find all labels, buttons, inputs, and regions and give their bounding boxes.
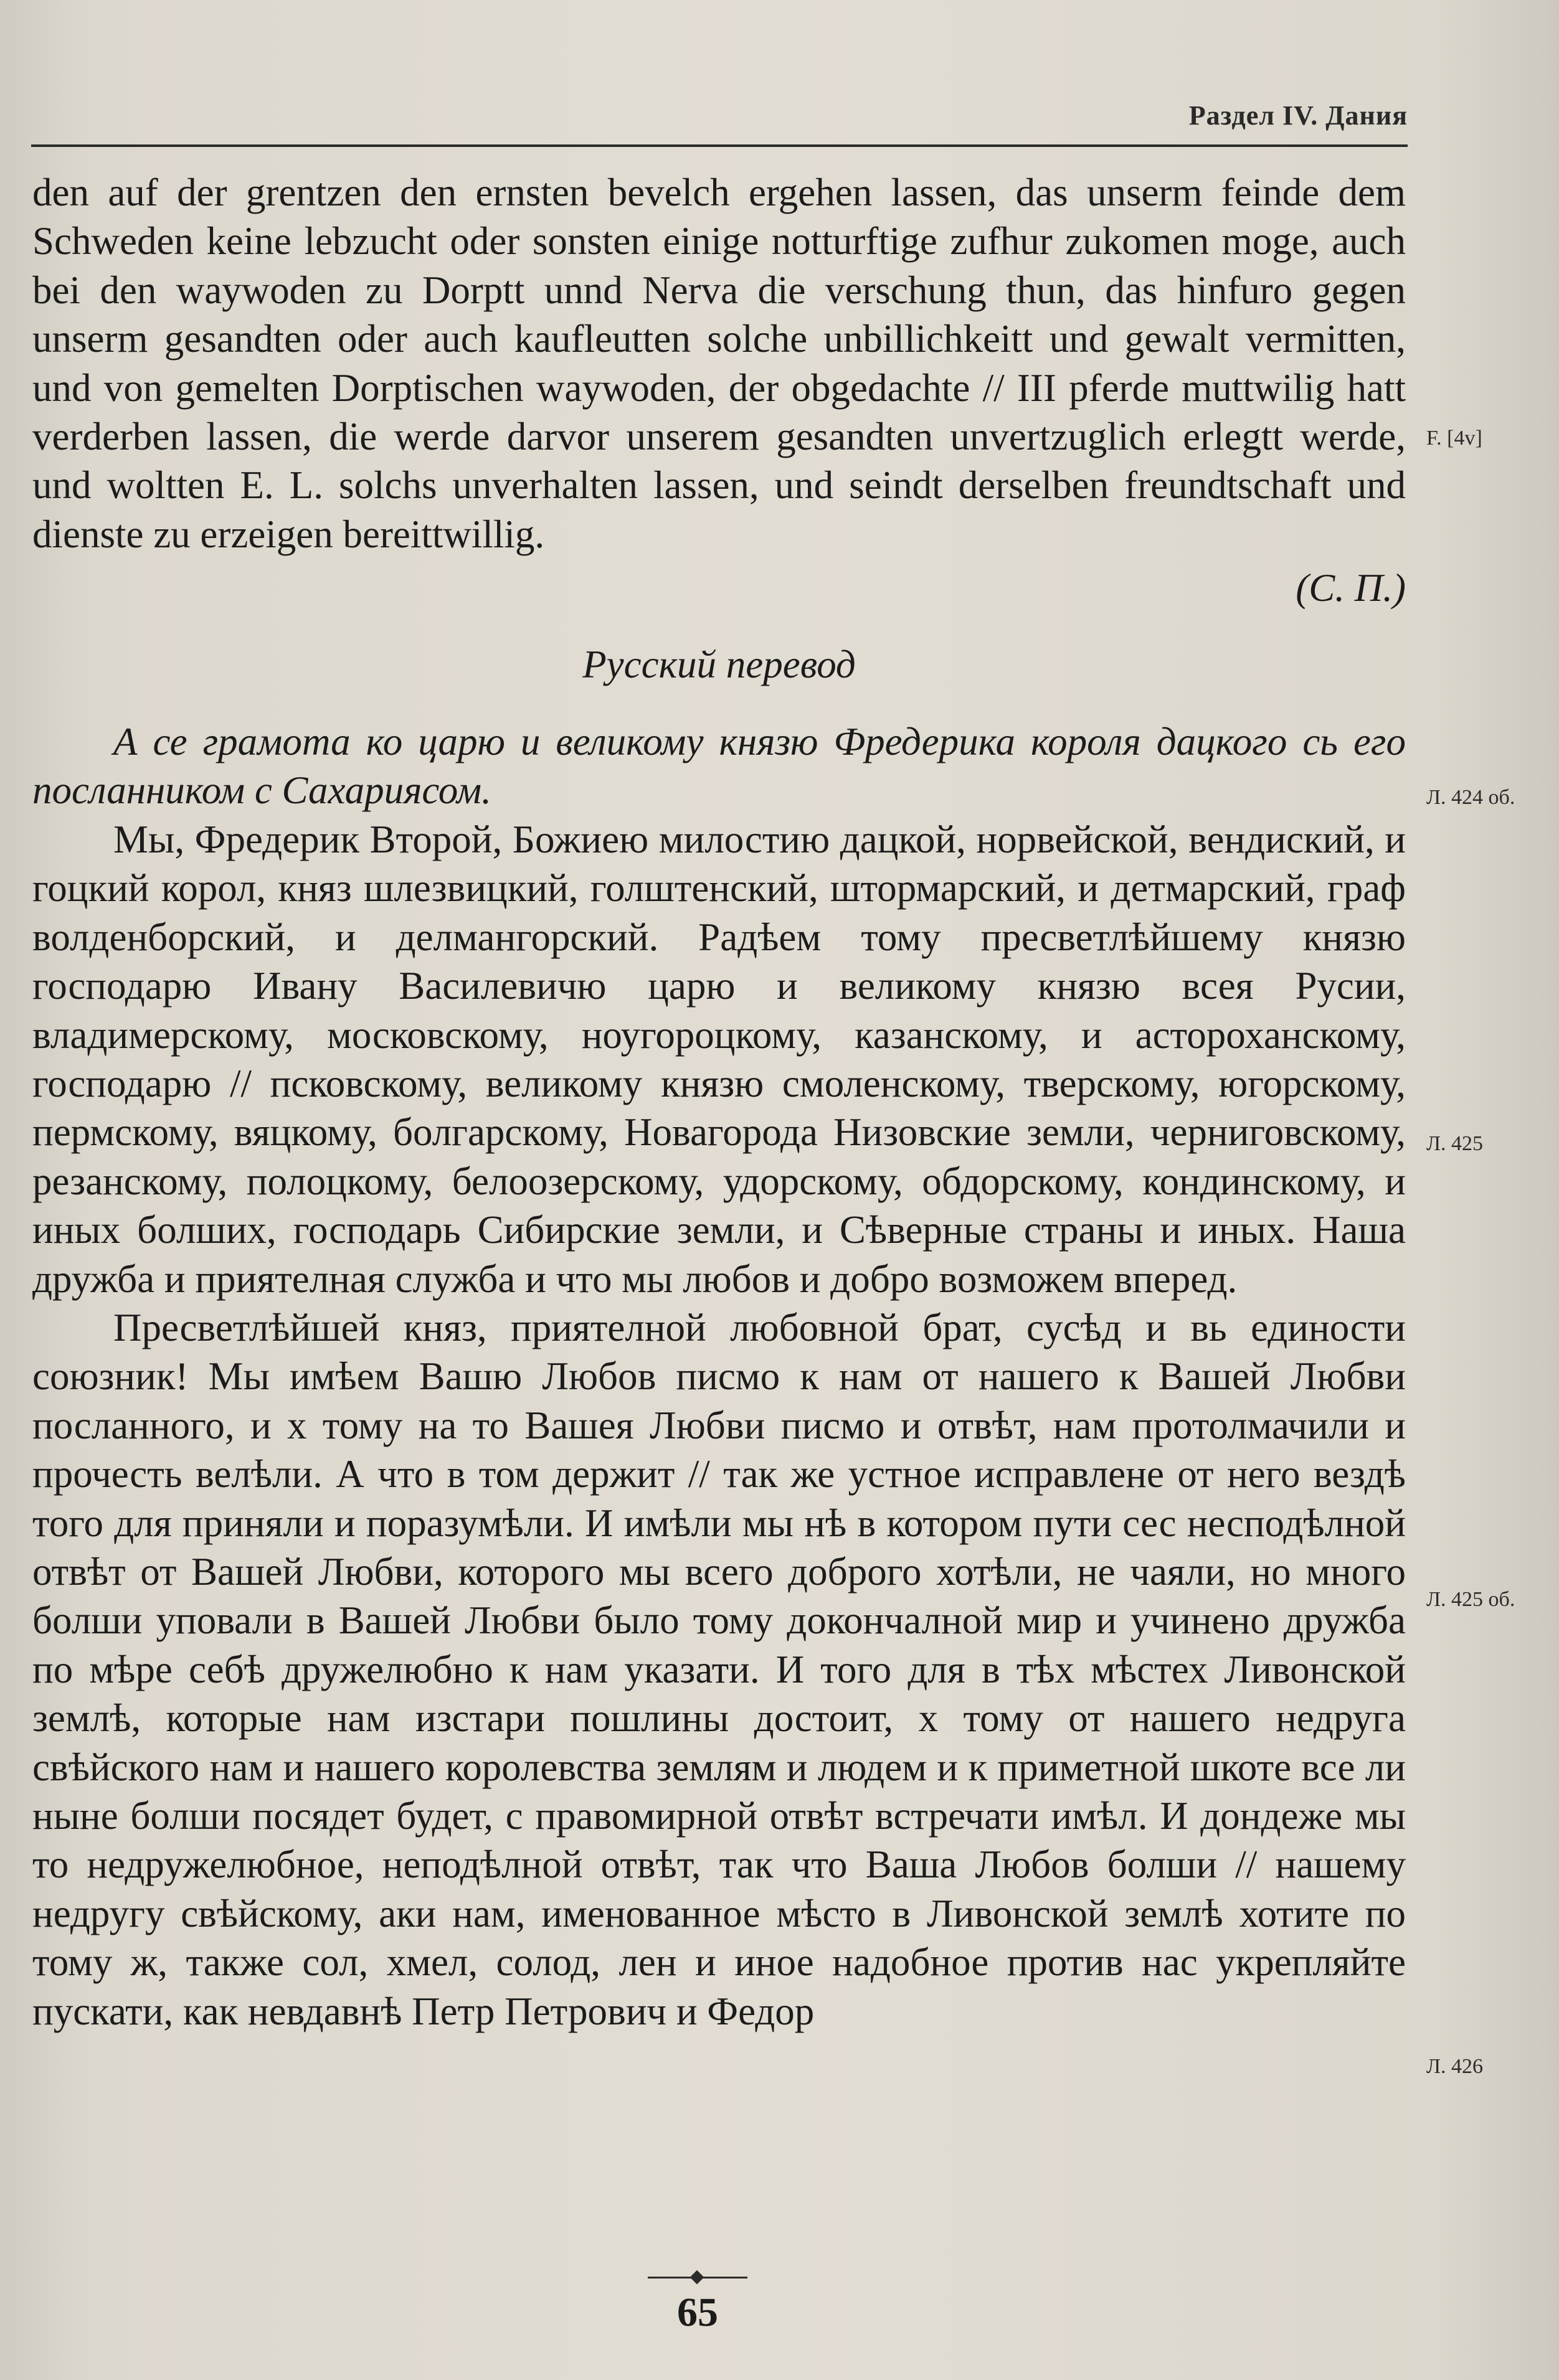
- page-number: 65: [677, 2290, 718, 2335]
- running-head: Раздел IV. Дания: [1188, 100, 1408, 131]
- document-heading: А се грамота ко царю и великому князю Фредерика короля дацкого сь его посланником с Сахариясом.: [32, 720, 1406, 813]
- header-rule: [31, 144, 1408, 147]
- section-title: Русский перевод: [582, 642, 856, 686]
- main-text-column: [32, 168, 1406, 2036]
- russian-paragraph-1: Мы, Фредерик Второй, Божиею милостию дацкой, норвейской, вендиский, и гоцкий корол, княз шлезвицкий, голштенский, штормарский, и детмарский, граф волденборский, и делмангорский. Радѣем тому пресветлѣйшему князю господарю Ивану Василевичю царю и великому князю всея Русии, владимерскому, московскому, ноугороцкому, казанскому, и астороханскому, господарю // псковскому, великому князю смоленскому, тверскому, югорскому, пермскому, вяцкому, болгарскому, Новагорода Низовские земли, черниговскому, резанскому, полоцкому, белоозерскому, удорскому, обдорскому, кондинскому, и иных болших, господарь Сибирские земли, и Сѣверные страны и иных. Наша дружба и приятелная служба и что мы любов и добро возможем вперед.: [32, 817, 1406, 1301]
- margin-note-l426: Л. 426: [1426, 2055, 1484, 2078]
- russian-paragraph-2: Пресветлѣйшей княз, приятелной любовной брат, сусѣд и вь единости союзник! Мы имѣем Вашю Любов писмо к нам от нашего к Вашей Любви посланного, и х тому на то Вашея Любви писмо и отвѣт, нам протолмачили и прочесть велѣли. А что в том держит // так же устное исправлене от него вездѣ того для приняли и поразумѣли. И имѣли мы нѣ в котором пути сес несподѣлной отвѣт от Вашей Любви, которого мы всего доброго хотѣли, не чаяли, но много болши уповали в Вашей Любви было тому докончалной мир и учинено дружба по мѣре себѣ дружелюбно к нам указати. И того для в тѣх мѣстех Ливонской землѣ, которые нам изстари пошлины достоит, х тому от нашего недруга свѣйского нам и нашего королевства землям и людем и к приметной шкоте все ли ныне болши посядет будет, с правомирной отвѣт встречати имѣл. И дондеже мы то недружелюбное, неподѣлной отвѣт, так что Ваша Любов болши // нашему недругу свѣйскому, аки нам, именованное мѣсто в Ливонской землѣ хотите по тому ж, также сол, хмел, солод, лен и иное надобное против нас укрепляйте пускати, как невдавнѣ Петр Петрович и Федор: [32, 1305, 1406, 2033]
- german-paragraph: den auf der grentzen den ernsten bevelch ergehen lassen, das unserm feinde dem Schweden keine lebzucht oder sonsten einige notturftige zufhur zukomen moge, auch bei den waywoden zu Dorptt unnd Nerva die verschung thun, das hinfuro gegen unserm gesandten oder auch kaufleutten solche unbillichkeitt und gewalt vermitten, und von gemelten Dorptischen waywoden, der obgedachte // III pferde muttwilig hatt verderben lassen, die werde darvor unserem gesandten unvertzuglich erlegtt werde, und woltten E. L. solchs unverhalten lassen, und seindt derselben freundtschaft und dienste zu erzeigen bereittwillig.: [32, 171, 1406, 556]
- margin-note-l425: Л. 425: [1426, 1132, 1484, 1155]
- margin-note-l425ob: Л. 425 об.: [1426, 1588, 1515, 1611]
- folio-ornament-diamond: [690, 2270, 704, 2285]
- margin-note-l424ob: Л. 424 об.: [1426, 786, 1515, 809]
- signature: (С. П.): [1296, 566, 1406, 610]
- margin-note-f4v: F. [4v]: [1426, 427, 1482, 450]
